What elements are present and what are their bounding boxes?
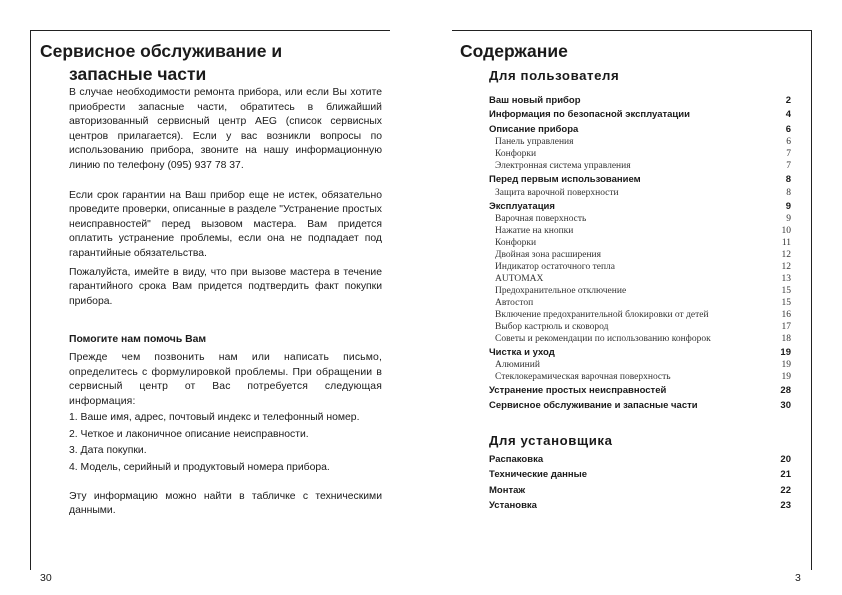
list-item: 2. Четкое и лаконичное описание неисправности. [69, 428, 309, 440]
toc-entry-page: 13 [781, 274, 791, 285]
toc-entry[interactable] [489, 347, 791, 359]
toc-entry-page: 16 [781, 310, 791, 321]
left-page-body [69, 86, 382, 519]
toc-entry-page: 6 [785, 123, 791, 135]
toc-entry-title: Технические данные [489, 469, 588, 481]
toc-entry-page: 7 [786, 149, 791, 160]
toc-entry[interactable] [489, 124, 791, 136]
toc-entry-page: 20 [780, 454, 791, 465]
toc-entry-page: 4 [785, 109, 791, 121]
toc-entry-title: Ваш новый прибор [489, 95, 581, 106]
toc-entry-title: Устранение простых неисправностей [489, 385, 667, 397]
user-section-heading: Для пользователя [489, 68, 620, 83]
left-title-line-2: запасные части [69, 64, 207, 84]
toc-entry[interactable] [489, 249, 791, 261]
toc-entry-title: Алюминий [495, 360, 540, 371]
toc-entry-title: Чистка и уход [489, 347, 555, 359]
toc-entry-title: Перед первым использованием [489, 174, 641, 186]
warranty-proof-paragraph: Пожалуйста, имейте в виду, что при вызове мастера в течение гарантийного срока Вам придется подтвердить факт покупки прибора. [69, 266, 382, 307]
toc-entry-page: 9 [785, 200, 791, 212]
toc-entry-title: Описание прибора [489, 123, 579, 135]
toc-entry-page: 15 [781, 286, 791, 297]
service-paragraph: В случае необходимости ремонта прибора, или если Вы хотите приобрести запасные части, обратитесь в ближайший авторизованный сервисный центр AEG (список сервисных центров прилагается). Если у вас возникли вопросы по использованию прибора, звоните на нашу информационную линию по телефону (095) 937 78 37. [69, 87, 382, 171]
toc-entry[interactable] [489, 109, 791, 121]
toc-entry-page: 19 [781, 372, 791, 383]
toc-entry[interactable] [489, 454, 791, 466]
toc-entry-title: Стеклокерамическая варочная поверхность [495, 372, 671, 383]
toc-entry-title: Распаковка [489, 454, 544, 465]
toc-entry[interactable] [489, 285, 791, 297]
toc-entry-title: AUTOMAX [495, 274, 544, 285]
closing-paragraph: Эту информацию можно найти в табличке с техническими данными. [69, 490, 382, 517]
toc-entry-page: 6 [786, 137, 791, 148]
toc-entry[interactable] [489, 485, 791, 497]
installer-section-heading: Для установщика [489, 433, 613, 448]
toc-entry-title: Советы и рекомендации по использованию конфорок [495, 334, 711, 345]
toc-entry[interactable] [489, 359, 791, 371]
toc-entry[interactable] [489, 136, 791, 148]
right-top-rule [452, 30, 812, 31]
toc-entry[interactable] [489, 371, 791, 383]
toc-entry-page: 8 [785, 174, 791, 186]
toc-entry[interactable] [489, 273, 791, 285]
toc-entry[interactable] [489, 225, 791, 237]
installer-toc [489, 454, 791, 516]
right-margin-rule [811, 30, 812, 570]
toc-entry-title: Конфорки [495, 238, 537, 249]
toc-entry-page: 11 [781, 238, 791, 249]
toc-entry[interactable] [489, 309, 791, 321]
toc-entry-title: Монтаж [489, 484, 526, 496]
toc-entry-page: 23 [780, 500, 791, 512]
required-info-list [69, 411, 382, 475]
toc-entry[interactable] [489, 469, 791, 481]
left-margin-rule [30, 30, 31, 570]
toc-entry-page: 19 [780, 347, 791, 359]
toc-entry-page: 10 [781, 226, 791, 237]
toc-entry-title: Панель управления [495, 137, 574, 148]
toc-entry-page: 30 [780, 399, 791, 411]
toc-entry-title: Электронная система управления [495, 161, 631, 172]
toc-entry[interactable] [489, 400, 791, 412]
toc-entry-title: Индикатор остаточного тепла [495, 262, 615, 273]
toc-entry-page: 8 [786, 187, 791, 198]
toc-entry-title: Выбор кастрюль и сковород [495, 322, 609, 333]
toc-entry[interactable] [489, 148, 791, 160]
list-item: 4. Модель, серийный и продуктовый номера прибора. [69, 462, 330, 474]
toc-entry-title: Сервисное обслуживание и запасные части [489, 399, 698, 411]
left-page-number: 30 [40, 572, 52, 584]
toc-entry[interactable] [489, 333, 791, 345]
toc-entry[interactable] [489, 174, 791, 186]
toc-entry-page: 2 [785, 95, 791, 106]
toc-entry[interactable] [489, 297, 791, 309]
toc-entry-page: 12 [781, 250, 791, 261]
toc-entry-title: Предохранительное отключение [495, 286, 627, 297]
toc-entry-title: Варочная поверхность [495, 214, 587, 225]
toc-entry-title: Эксплуатация [489, 200, 555, 212]
left-top-rule [30, 30, 390, 31]
toc-entry[interactable] [489, 213, 791, 225]
toc-entry[interactable] [489, 237, 791, 249]
toc-entry[interactable] [489, 95, 791, 107]
toc-entry[interactable] [489, 385, 791, 397]
list-item: 1. Ваше имя, адрес, почтовый индекс и телефонный номер. [69, 412, 360, 424]
toc-entry[interactable] [489, 160, 791, 172]
toc-entry[interactable] [489, 321, 791, 333]
toc-entry-page: 21 [780, 469, 791, 481]
help-us-paragraph: Прежде чем позвонить нам или написать письмо, определитесь с формулировкой проблемы. При обращении в сервисный центр от Вас потребуется следующая информация: [69, 351, 382, 407]
toc-entry-page: 17 [781, 322, 791, 333]
left-title-line-1: Сервисное обслуживание и [40, 41, 283, 61]
toc-entry-title: Автостоп [495, 298, 534, 309]
toc-entry-page: 9 [786, 214, 791, 225]
right-page-number: 3 [795, 572, 801, 584]
contents-title: Содержание [460, 41, 568, 61]
toc-entry-title: Установка [489, 500, 537, 512]
toc-entry[interactable] [489, 261, 791, 273]
toc-entry-title: Нажатие на кнопки [495, 226, 574, 237]
toc-entry-title: Информация по безопасной эксплуатации [489, 109, 690, 121]
toc-entry-title: Конфорки [495, 149, 537, 160]
user-toc [489, 95, 791, 412]
left-page-title [40, 40, 380, 86]
toc-entry-page: 19 [781, 360, 791, 371]
toc-entry[interactable] [489, 201, 791, 213]
toc-entry-page: 7 [786, 161, 791, 172]
toc-entry-page: 12 [781, 262, 791, 273]
toc-entry-page: 22 [780, 484, 791, 496]
toc-entry-page: 15 [781, 298, 791, 309]
toc-entry[interactable] [489, 500, 791, 512]
toc-entry-page: 18 [781, 334, 791, 345]
toc-entry-title: Включение предохранительной блокировки от детей [495, 310, 709, 321]
warranty-paragraph: Если срок гарантии на Ваш прибор еще не истек, обязательно проведите проверки, описанные в разделе "Устранение простых неисправностей" перед вызовом мастера. Вам придется оплатить устранение проблемы, если она не подпадает под гарантийные обязательства. [69, 189, 382, 259]
toc-entry-title: Защита варочной поверхности [495, 187, 619, 198]
toc-entry-page: 28 [780, 385, 791, 397]
list-item: 3. Дата покупки. [69, 445, 147, 457]
help-us-heading: Помогите нам помочь Вам [69, 334, 207, 346]
toc-entry-title: Двойная зона расширения [495, 250, 601, 261]
toc-entry[interactable] [489, 187, 791, 199]
